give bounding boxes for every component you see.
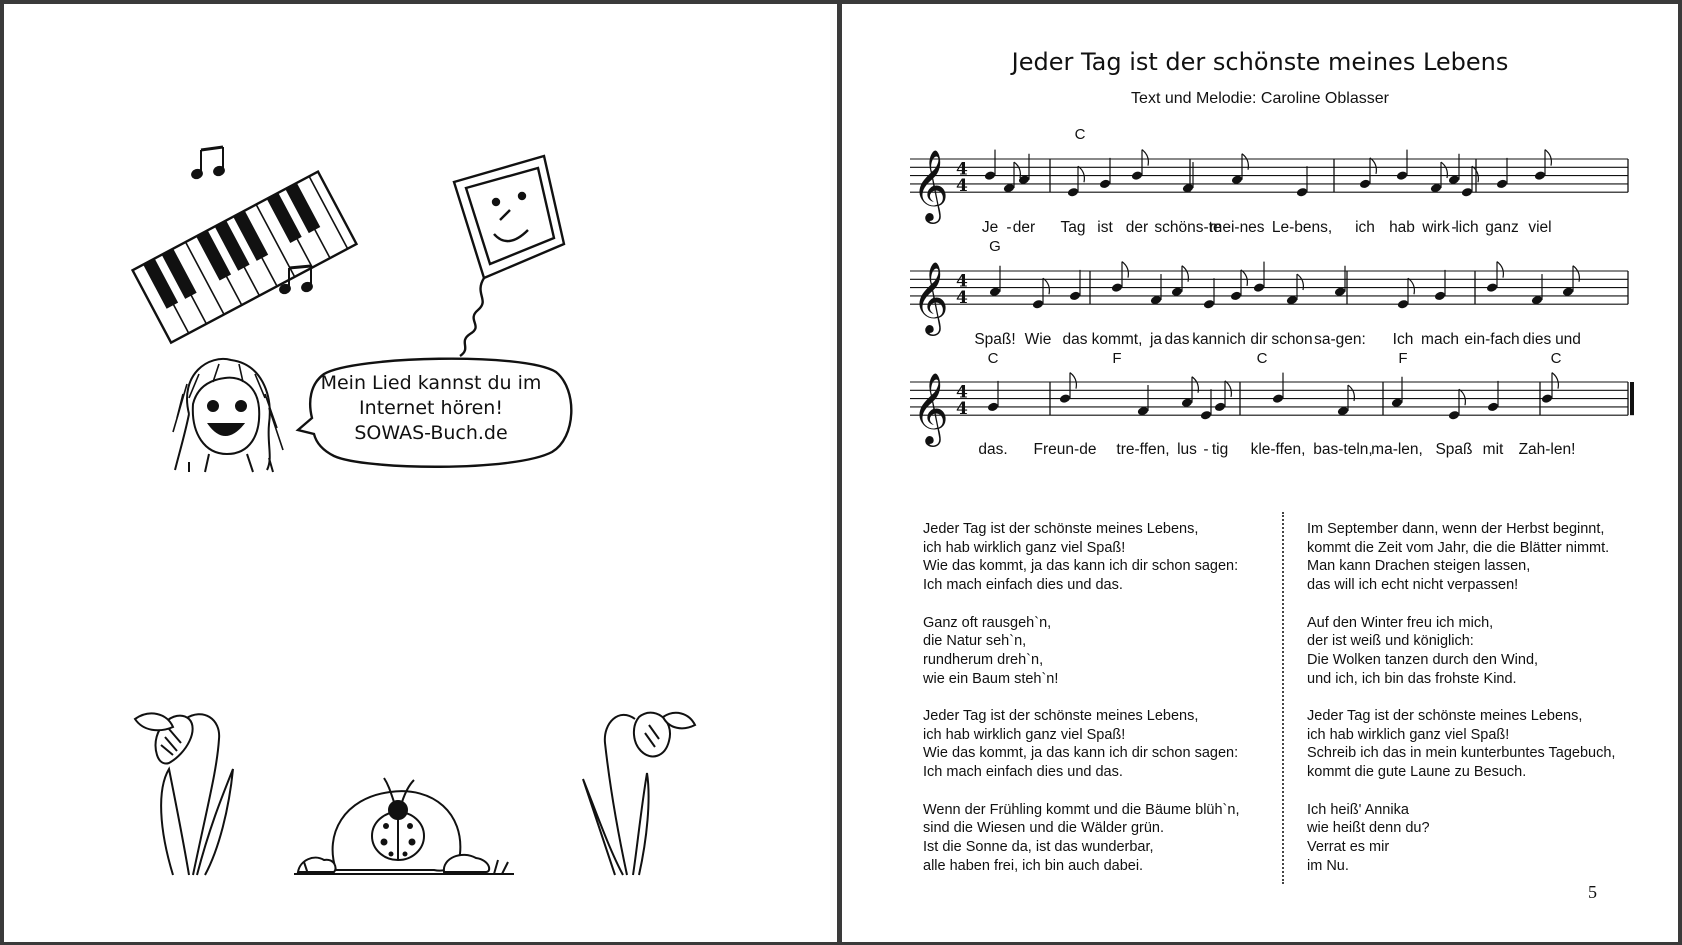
lyric-syllable: Wie: [1024, 331, 1052, 348]
page-number: 5: [1588, 882, 1597, 902]
lyric-syllable: das: [1062, 331, 1088, 348]
note-head: [1534, 170, 1546, 181]
verse-line: Wenn der Frühling kommt und die Bäume blüh`n,: [923, 801, 1240, 818]
verse-line: Ist die Sonne da, ist das wunderbar,: [923, 838, 1154, 855]
verse-line: sind die Wiesen und die Wälder grün.: [923, 820, 1164, 837]
lyric-syllable: tig: [1211, 441, 1229, 458]
lyric-syllable: kle-ffen,: [1250, 441, 1306, 458]
verse-line: und ich, ich bin das frohste Kind.: [1307, 670, 1517, 687]
stanza: [923, 520, 1239, 595]
verse-line: im Nu.: [1307, 857, 1349, 874]
lyric-syllable: Je: [981, 219, 999, 236]
verses-left-column: [923, 520, 1239, 894]
right-page: [842, 4, 1678, 942]
note-head: [1200, 410, 1212, 421]
lyric-syllable: -: [1451, 219, 1457, 236]
lyric-syllable: schon: [1271, 331, 1313, 348]
lyric-syllable: Tag: [1060, 219, 1086, 236]
verse-line: Wie das kommt, ja das kann ich dir schon sagen:: [923, 558, 1239, 575]
verse-line: Ich mach einfach dies und das.: [923, 764, 1123, 781]
verse-line: der ist weiß und königlich:: [1307, 633, 1474, 650]
note-head: [984, 170, 996, 181]
lyric-syllable: bas-teln,: [1313, 441, 1373, 458]
chord-symbol: C: [1256, 350, 1268, 367]
note-head: [1067, 187, 1079, 198]
lyric-syllable: Spaß!: [974, 331, 1016, 348]
lyric-syllable: ein-fach: [1464, 331, 1520, 348]
verse-line: ich hab wirklich ganz viel Spaß!: [923, 539, 1126, 556]
time-signature: 4: [956, 271, 968, 292]
note-head: [1032, 299, 1044, 310]
lyric-syllable: ja: [1149, 331, 1163, 348]
note-head: [1448, 410, 1460, 421]
note-flag: [1459, 389, 1465, 405]
note-head: [1253, 282, 1265, 293]
lyric-syllable: Zah-len!: [1518, 441, 1576, 458]
speech-bubble-text: [306, 371, 556, 446]
chord-symbol: C: [987, 350, 999, 367]
stanza: [1307, 801, 1615, 876]
left-page: [4, 4, 837, 942]
stanza: [1307, 520, 1615, 595]
song-credit: Text und Melodie: Caroline Oblasser: [1131, 90, 1389, 107]
lyric-syllable: -: [1006, 219, 1012, 236]
lyric-syllable: mit: [1482, 441, 1504, 458]
note-head: [1397, 299, 1409, 310]
note-head: [1359, 179, 1371, 190]
note-flag: [1078, 166, 1084, 182]
note-head: [1486, 282, 1498, 293]
lyric-syllable: kommt,: [1091, 331, 1143, 348]
verse-line: wie heißt denn du?: [1307, 820, 1430, 837]
treble-clef-icon: 𝄞: [912, 371, 949, 445]
note-flag: [1241, 270, 1247, 286]
note-head: [1487, 402, 1499, 413]
verse-line: Man kann Drachen steigen lassen,: [1307, 558, 1531, 575]
note-head: [1541, 393, 1553, 404]
column-divider: [1282, 512, 1284, 884]
verse-line: Wie das kommt, ja das kann ich dir schon sagen:: [923, 745, 1239, 762]
note-head: [1203, 299, 1215, 310]
lyric-syllable: ganz: [1485, 219, 1519, 236]
note-head: [1272, 393, 1284, 404]
lyric-syllable: ma-len,: [1371, 441, 1423, 458]
verse-line: ich hab wirklich ganz viel Spaß!: [923, 726, 1126, 743]
note-head: [1099, 179, 1111, 190]
time-signature: 4: [956, 288, 968, 309]
lyric-syllable: schöns-te: [1154, 219, 1222, 236]
lyric-syllable: Spaß: [1435, 441, 1473, 458]
treble-clef-icon: 𝄞: [912, 148, 949, 222]
note-flag: [1545, 150, 1551, 166]
time-signature: 4: [956, 399, 968, 420]
chord-symbol: F: [1398, 350, 1408, 367]
verse-line: Schreib ich das in mein kunterbuntes Tagebuch,: [1307, 745, 1616, 762]
lyric-syllable: hab: [1389, 219, 1415, 236]
lyric-syllable: der: [1012, 219, 1036, 236]
stanza: [1307, 707, 1615, 782]
flower-icon: [579, 699, 699, 879]
lyric-syllable: und: [1555, 331, 1581, 348]
lyric-syllable: -: [1203, 441, 1209, 458]
flower-icon: [129, 699, 249, 879]
chord-symbol: C: [1074, 126, 1086, 143]
lyric-syllable: dies: [1522, 331, 1552, 348]
treble-clef-icon: 𝄞: [912, 260, 949, 334]
kite-icon: [444, 154, 604, 364]
music-note-icon: [189, 144, 229, 184]
sheet-music: [842, 4, 1678, 484]
chord-symbol: F: [1112, 350, 1122, 367]
lyric-syllable: mach: [1421, 331, 1459, 348]
note-head: [1434, 291, 1446, 302]
lyric-syllable: dir: [1250, 331, 1268, 348]
note-head: [1131, 170, 1143, 181]
verse-line: Ich heiß' Annika: [1307, 801, 1409, 818]
verses-right-column: [1307, 520, 1615, 894]
lyric-syllable: kann: [1192, 331, 1226, 348]
bubble-line: Internet hören!: [359, 397, 503, 419]
girl-face-icon: [169, 354, 289, 474]
note-head: [1214, 402, 1226, 413]
verse-line: Jeder Tag ist der schönste meines Lebens,: [1307, 708, 1583, 724]
lyric-syllable: Ich: [1392, 331, 1414, 348]
stanza: [1307, 614, 1615, 689]
lyric-syllable: der: [1125, 219, 1149, 236]
note-flag: [1043, 278, 1049, 294]
verse-line: Die Wolken tanzen durch den Wind,: [1307, 651, 1539, 668]
note-flag: [1408, 278, 1414, 294]
note-head: [1396, 170, 1408, 181]
time-signature: 4: [956, 159, 968, 180]
note-head: [1230, 291, 1242, 302]
note-flag: [1497, 262, 1503, 278]
note-flag: [1472, 166, 1478, 182]
lyric-syllable: ich: [1355, 219, 1375, 236]
verse-line: Jeder Tag ist der schönste meines Lebens,: [923, 708, 1199, 724]
note-head: [1111, 282, 1123, 293]
verse-line: alle haben frei, ich bin auch dabei.: [923, 857, 1144, 874]
note-head: [1069, 291, 1081, 302]
verse-line: Jeder Tag ist der schönste meines Lebens,: [923, 521, 1199, 537]
note-head: [1296, 187, 1308, 198]
lyric-syllable: Le-bens,: [1271, 219, 1333, 236]
lyric-syllable: sa-gen:: [1314, 331, 1366, 348]
lyric-syllable: das: [1164, 331, 1190, 348]
note-flag: [1225, 381, 1231, 397]
stanza: [923, 707, 1239, 782]
stanza: [923, 614, 1239, 689]
verse-line: Im September dann, wenn der Herbst beginnt,: [1307, 521, 1605, 537]
note-head: [987, 402, 999, 413]
lyric-syllable: das.: [978, 441, 1008, 458]
stanza: [923, 801, 1239, 876]
lyric-syllable: wirk: [1422, 219, 1450, 236]
bubble-line: Mein Lied kannst du im: [320, 372, 542, 394]
lyric-syllable: lich: [1455, 219, 1479, 236]
lyric-syllable: viel: [1528, 219, 1552, 236]
lyric-syllable: ich: [1226, 331, 1246, 348]
note-flag: [1122, 262, 1128, 278]
verse-line: Ich mach einfach dies und das.: [923, 577, 1123, 594]
lyric-syllable: mei-nes: [1209, 219, 1265, 236]
ladybug-on-stone-icon: [294, 764, 519, 884]
verse-line: Auf den Winter freu ich mich,: [1307, 614, 1494, 631]
music-note-icon: [277, 262, 317, 298]
note-head: [1496, 179, 1508, 190]
verse-line: kommt die Zeit vom Jahr, die die Blätter nimmt.: [1307, 539, 1610, 556]
note-flag: [1552, 373, 1558, 389]
time-signature: 4: [956, 382, 968, 403]
verse-line: die Natur seh`n,: [923, 633, 1027, 650]
verse-line: Ganz oft rausgeh`n,: [923, 614, 1052, 631]
verse-line: ich hab wirklich ganz viel Spaß!: [1307, 726, 1510, 743]
lyric-syllable: ist: [1097, 219, 1113, 236]
note-flag: [1370, 158, 1376, 174]
bubble-line: SOWAS-Buch.de: [354, 422, 508, 444]
lyric-syllable: lus: [1177, 441, 1197, 458]
verse-line: wie ein Baum steh`n!: [923, 670, 1059, 687]
time-signature: 4: [956, 176, 968, 197]
verse-line: das will ich echt nicht verpassen!: [1307, 577, 1519, 594]
lyric-syllable: tre-ffen,: [1116, 441, 1170, 458]
song-title: Jeder Tag ist der schönste meines Lebens: [1011, 48, 1509, 76]
verse-line: rundherum dreh`n,: [923, 651, 1044, 668]
verse-line: kommt die gute Laune zu Besuch.: [1307, 764, 1527, 781]
verse-line: Verrat es mir: [1307, 838, 1390, 855]
lyric-syllable: Freun-de: [1033, 441, 1097, 458]
chord-symbol: C: [1550, 350, 1562, 367]
note-head: [1461, 187, 1473, 198]
note-flag: [1070, 373, 1076, 389]
chord-symbol: G: [989, 238, 1001, 255]
note-head: [1059, 393, 1071, 404]
piano-keyboard-icon: [124, 154, 364, 334]
note-flag: [1142, 150, 1148, 166]
